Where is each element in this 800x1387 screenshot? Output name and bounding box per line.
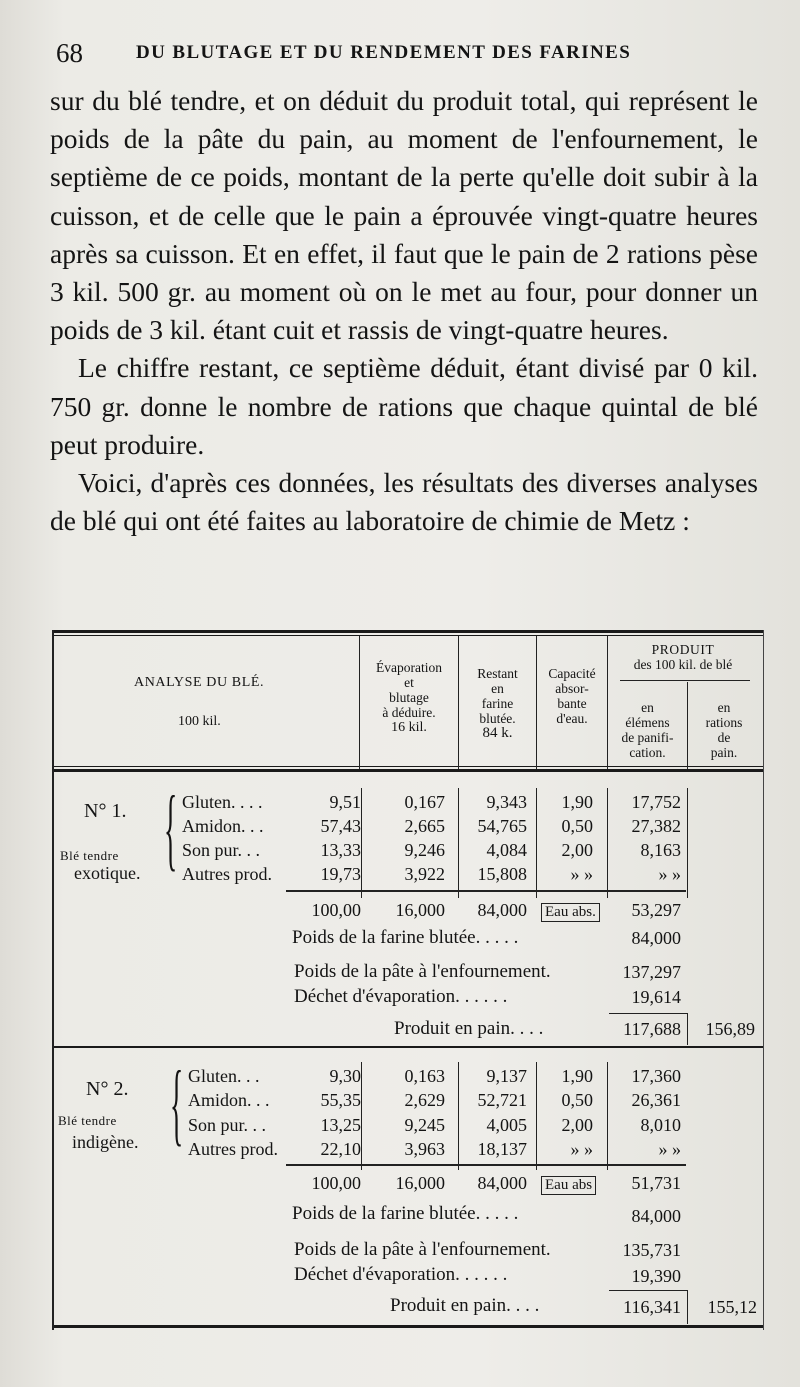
body-text (50, 82, 758, 540)
g2-rule-c (536, 1062, 537, 1170)
g2-rule-a (361, 1062, 362, 1170)
running-head: DU BLUTAGE ET DU RENDEMENT DES FARINES (136, 42, 632, 63)
g1-rule-a (361, 788, 362, 898)
group-2-rations: 155,12 (707, 1297, 757, 1317)
group-1-number: N° 1. (84, 800, 127, 822)
header-rations: en rations de pain. (705, 700, 743, 760)
g1-rations-rule (687, 1013, 688, 1045)
header-bottom-rule-thick (54, 769, 763, 772)
g2-rations-rule (687, 1290, 688, 1324)
g2-summary-rule (609, 1290, 687, 1291)
g1-rule-c (536, 788, 537, 898)
header-restant: Restant en farine blutée. 84 k. (477, 666, 518, 741)
g1-rule-d (607, 788, 608, 898)
page-number: 68 (56, 38, 83, 68)
g1-rule-b (458, 788, 459, 898)
header-bottom-rule (54, 766, 763, 767)
header-capacite: Capacité absor- bante d'eau. (548, 666, 596, 726)
header-produit: PRODUIT des 100 kil. de blé (633, 642, 733, 672)
table-top-rule-thin (54, 635, 763, 636)
group-1-type: Blé tendre (60, 848, 119, 863)
group-1-origin: exotique. (74, 863, 141, 883)
g2-rule-b (458, 1062, 459, 1170)
g2-rule-d (607, 1062, 608, 1170)
group-2-origin: indigène. (72, 1132, 139, 1152)
analysis-table: ANALYSE DU BLÉ. 100 kil. Évaporation et blutage à déduire. 16 kil. Restant en farine blutée. 84 k. Capacité absor- bante d'eau. PRODUIT des 100 kil. de blé en élémens de panifi- cation. en rations de pain. N° 1. Blé tendre exotique. { Gluten. . . . 9,51 0,167 9,343 1,90 17,752 Amidon. . . 57,43 2,665 54,765 0,50 27,382 Son pur. . . 13,33 9,246 4,084 2,00 8,163 Autres prod. 19,73 3,922 15,808 » » » » 100,00 16,000 84,000 Eau abs. 53,297 Poids de la farine blutée. . . . . 84,000 Poids de la pâte à l'enfournement. 137,297 Déchet d'évaporation. . . . . . 19,614 Produit en pain. . . . 117,688 156,89 N° 2. Blé tendre indigène. { Gluten. . . 9,30 0,163 9,137 1,90 17,360 Amidon. . . 55,35 2,629 52,721 0,50 26,361 Son pur. . . 13,25 9,245 4,005 2,00 8,010 Autres prod. 22,10 3,963 18,137 » » » » 100,00 16,000 84,000 Eau abs 51,731 Poids de la farine blutée. . . . . 84,000 Poids de la pâte à l'enfournement. 135,731 Déchet d'évaporation. . . . . . 19,390 Produit en pain. . . . 116,341 155,12 (52, 630, 764, 1330)
header-elements: en élémens de panifi- cation. (621, 700, 674, 760)
paragraph-1: sur du blé tendre, et on déduit du produit total, qui représent le poids de la pâte du pain, au moment de l'enfournement, le septième de ce poids, montant de la perte qu'elle doit subir à la cuisson, et de celle que le pain a éprouvée vingt-quatre heures après sa cuisson. Et en effet, il faut que le pain de 2 rations pèse 3 kil. 500 gr. au moment où on le met au four, pour donner un poids de 3 kil. étant cuit et rassis de vingt-quatre heures. (50, 85, 758, 346)
header-evaporation: Évaporation et blutage à déduire. 16 kil. (376, 660, 442, 735)
header-analyse-title: ANALYSE DU BLÉ. (134, 675, 265, 690)
group-1-brace: { (164, 777, 178, 879)
paragraph-3: Voici, d'après ces données, les résultats des diverses analyses de blé qui ont été faites au laboratoire de chimie de Metz : (50, 467, 758, 537)
table-top-rule (54, 630, 763, 633)
table-bottom-rule (54, 1325, 763, 1328)
page-header (56, 38, 756, 72)
group-1-rations: 156,89 (705, 1019, 755, 1039)
group-2-type: Blé tendre (58, 1113, 117, 1128)
g1-summary-rule (609, 1013, 687, 1014)
paragraph-2: Le chiffre restant, ce septième déduit, étant divisé par 0 kil. 750 gr. donne le nombre de rations que chaque quintal de blé peut produire. (50, 352, 758, 460)
group-2-brace: { (170, 1052, 184, 1154)
header-analyse-unit: 100 kil. (178, 714, 221, 729)
g2-total-rule (286, 1164, 686, 1166)
group-separator (54, 1046, 763, 1048)
g1-rule-e (687, 788, 688, 898)
g1-total-rule (286, 890, 686, 892)
group-2-number: N° 2. (86, 1078, 129, 1100)
produit-underline (620, 680, 750, 681)
